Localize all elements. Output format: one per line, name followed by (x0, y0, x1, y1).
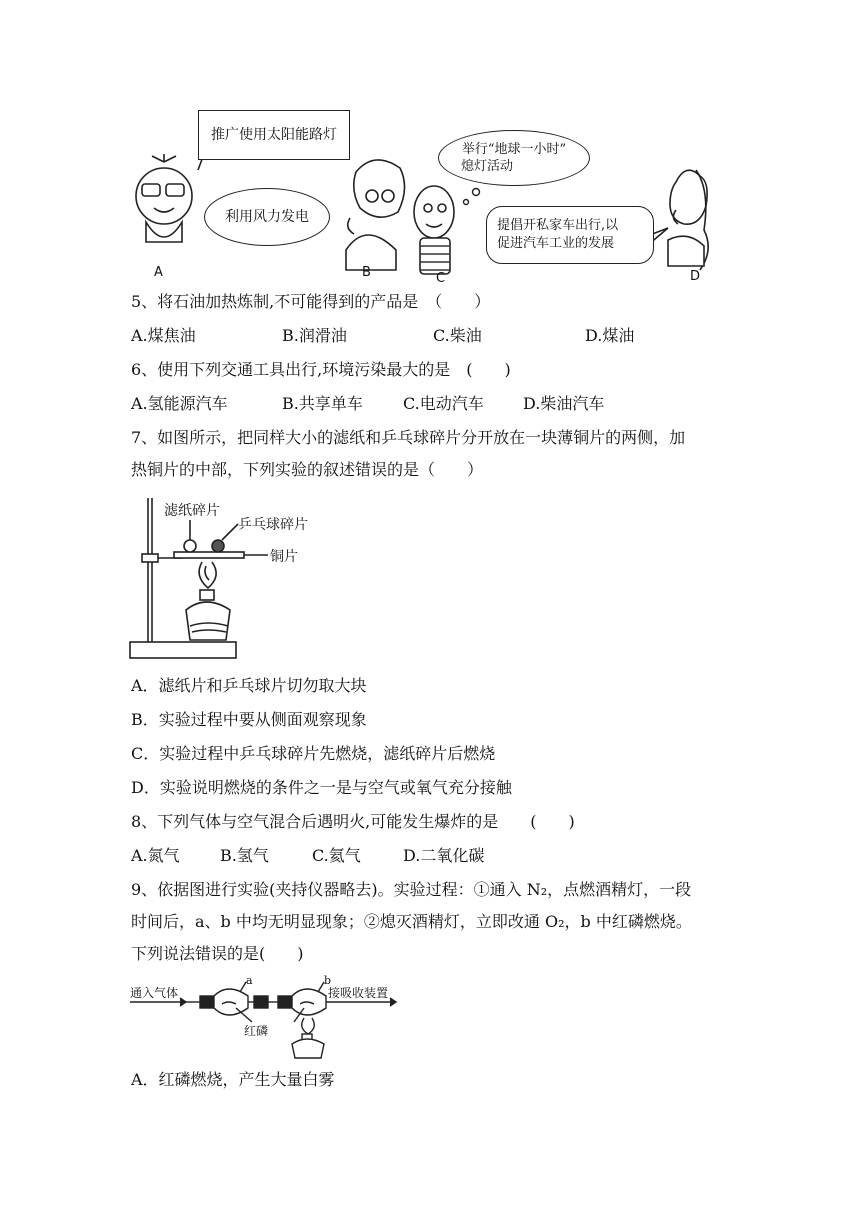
q8-option-a: A.氮气 (131, 846, 180, 865)
speech-bubble-d-line1: 提倡开私家车出行,以 (497, 218, 619, 233)
q9-label-outlet: 接吸收装置 (328, 986, 389, 1000)
q9-label-a: a (246, 974, 253, 987)
q8-option-d: D.二氧化碳 (403, 846, 485, 865)
cartoon-figure (120, 100, 740, 290)
q7-option-b: B．实验过程中要从侧面观察现象 (131, 710, 367, 729)
q7-figure (128, 494, 348, 664)
label-c: C (436, 271, 446, 286)
q6-option-d: D.柴油汽车 (523, 394, 605, 413)
q9-figure (128, 974, 398, 1062)
q9-option-a: A．红磷燃烧，产生大量白雾 (131, 1070, 335, 1089)
q9-stem-line1: 9、依据图进行实验(夹持仪器略去)。实验过程：①通入 N₂，点燃酒精灯，一段 (131, 880, 692, 899)
thought-bubble-c (438, 130, 590, 186)
character-d-icon (668, 170, 708, 270)
speech-bubble-a (198, 110, 350, 160)
q5-option-c: C.柴油 (433, 326, 482, 345)
q7-option-a: A．滤纸片和乒乓球片切勿取大块 (131, 676, 367, 695)
q9-label-inlet: 通入气体 (130, 986, 179, 1000)
q9-stem-line2: 时间后，a、b 中均无明显现象；②熄灭酒精灯，立即改通 O₂，b 中红磷燃烧。 (131, 912, 692, 931)
q8-stem: 8、下列气体与空气混合后遇明火,可能发生爆炸的是 ( ) (131, 812, 575, 831)
q7-stem-line1: 7、如图所示，把同样大小的滤纸和乒乓球碎片分开放在一块薄铜片的两侧，加 (131, 428, 686, 447)
speech-bubble-b (204, 188, 330, 246)
q7-option-d: D．实验说明燃烧的条件之一是与空气或氧气充分接触 (131, 778, 512, 797)
speech-bubble-d-line2: 促进汽车工业的发展 (497, 236, 615, 251)
q6-option-a: A.氢能源汽车 (131, 394, 228, 413)
speech-bubble-d (486, 206, 654, 264)
q5-option-b: B.润滑油 (282, 326, 347, 345)
label-b: B (362, 265, 371, 280)
label-a: A (154, 265, 163, 280)
q7-label-copper: 铜片 (270, 549, 298, 565)
q5-option-a: A.煤焦油 (131, 326, 196, 345)
q6-option-c: C.电动汽车 (403, 394, 484, 413)
thought-bubble-c-line2: 熄灯活动 (461, 159, 514, 174)
label-d: D (690, 269, 701, 284)
q5-option-d: D.煤油 (585, 326, 635, 345)
q9-label-red-phosphorus: 红磷 (244, 1024, 269, 1038)
character-b-icon (346, 160, 405, 270)
character-a-icon (136, 154, 192, 242)
q9-label-b: b (324, 974, 332, 987)
q7-option-c: C．实验过程中乒乓球碎片先燃烧，滤纸碎片后燃烧 (131, 744, 496, 763)
q7-label-pingpong: 乒乓球碎片 (238, 517, 308, 533)
q8-option-b: B.氢气 (220, 846, 269, 865)
q9-stem-line3: 下列说法错误的是( ) (131, 944, 304, 963)
q6-stem: 6、使用下列交通工具出行,环境污染最大的是 ( ) (131, 360, 511, 379)
thought-bubble-c-line1: 举行“地球一小时” (461, 142, 567, 157)
speech-bubble-b-text: 利用风力发电 (225, 209, 309, 225)
q5-stem: 5、将石油加热炼制,不可能得到的产品是 （ ） (131, 292, 491, 311)
q7-stem-line2: 热铜片的中部，下列实验的叙述错误的是（ ） (131, 460, 484, 479)
q7-label-filter-paper: 滤纸碎片 (164, 503, 220, 519)
character-c-icon (414, 186, 454, 274)
q6-option-b: B.共享单车 (282, 394, 363, 413)
speech-bubble-a-text: 推广使用太阳能路灯 (211, 127, 337, 143)
q8-option-c: C.氦气 (312, 846, 361, 865)
